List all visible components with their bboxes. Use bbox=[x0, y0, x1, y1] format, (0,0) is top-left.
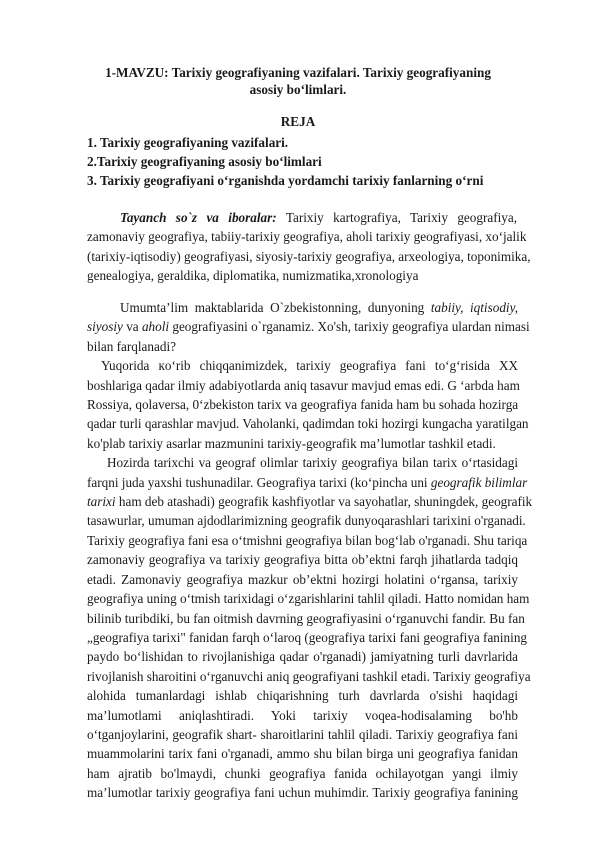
document-title bbox=[60, 64, 536, 98]
plan-item-1: 1. Tarixiy geografiyaning vazifalari. bbox=[87, 135, 289, 150]
p1-line-1: Umumta’lim maktablarida O`zbekistonning, dunyoning tabiiy, iqtisodiy, bbox=[120, 300, 519, 315]
p2-line-3: Rossiya, qolaversa, 0‘zbekiston tarix va geografiya fanida ham bu sohada hozirga bbox=[87, 397, 519, 413]
p3-line-7: etadi. Zamonaviy geografiya mazkur ob’ektni hozirgi holatini o‘rgansa, tarixiy bbox=[87, 571, 518, 587]
p3-line-10: „geografiya tarixi" fanidan farqh o‘laroq (geografiya tarixi fani geografiya fanining bbox=[87, 629, 528, 645]
plan-heading: REJA bbox=[280, 114, 316, 129]
plan-item-3: 3. Tarixiy geografiyani o‘rganishda yordamchi tarixiy fanlarning o‘rni bbox=[87, 173, 484, 188]
p2-line-1: Yuqorida кo‘rib chiqqanimizdek, tarixiy geografiya fani to‘g‘risida XX bbox=[101, 358, 518, 374]
keywords-label: Tayanch so`z va iboralar: bbox=[120, 210, 277, 225]
p2-line-2: boshlariga qadar ilmiy adabiyotlarda aniq tasavur mavjud emas edi. G ‘arbda ham bbox=[87, 377, 520, 393]
keywords-paragraph bbox=[87, 208, 531, 286]
p3-line-2: farqni juda yaxshi tushunadilar. Geografiya tarixi (ko‘pincha uni geografik bilimlar bbox=[87, 474, 528, 490]
p3-line-18: ma’lumotlar tarixiy geografiya fani uchun muhimdir. Tarixiy geografiya fanining bbox=[87, 785, 518, 801]
p3-line-4: tasawurlar, umuman ajdodlarimizning geografik dunyoqarashlari tarixini o'rganadi. bbox=[87, 513, 526, 529]
title-line-2: asosiy bo‘limlari. bbox=[249, 82, 347, 97]
body-text bbox=[87, 298, 533, 803]
keywords-line-3: (tarixiy-iqtisodiy) geografiyasi, siyosiy-tarixiy geografiya, arxeologiya, toponimika, bbox=[87, 248, 531, 264]
p3-line-16: muammolarini tarix fani o'rganadi, ammo shu bilan birga uni geografiya fanidan bbox=[87, 746, 518, 762]
keywords-line-4: genealogiya, geraldika, diplomatika, numizmatika,xronologiya bbox=[87, 268, 419, 284]
keywords-line-2: zamonaviy geografiya, tabiiy-tarixiy geografiya, aholi tarixiy geografiyasi, xo‘jalik bbox=[87, 229, 527, 245]
plan-item-2: 2.Tarixiy geografiyaning asosiy bo‘limlari bbox=[87, 154, 322, 169]
p3-line-8: geografiya uning o‘tmish tarixidagi o‘zgarishlarini tahlil qiladi. Hatto nomidan ham bbox=[87, 591, 530, 607]
p2-line-5: ko'plab tarixiy asarlar mazmunini tarixiy-geografik ma’lumotlar tashkil etadi. bbox=[87, 435, 496, 451]
p3-line-9: bilinib turibdiki, bu fan oitmish davrning geografiyasini o‘rganuvchi fandir. Bu fan bbox=[87, 610, 525, 626]
p3-line-6: zamonaviy geografiya va tarixiy geografiya bitta ob’ektni farqh jihatlarda tadqiq bbox=[87, 552, 518, 568]
p3-line-15: o‘tganjoylarini, geografik shart- sharoitlarini tahlil qiladi. Tarixiy geografiya fani bbox=[87, 726, 518, 742]
p2-line-4: qadar turli qarashlar mavjud. Vaholanki, qadimdan toki hozirgi kungacha yaratilgan bbox=[87, 416, 529, 432]
title-line-1: 1-MAVZU: Tarixiy geografiyaning vazifalari. Tarixiy geografiyaning bbox=[105, 65, 491, 80]
p3-line-12: rivojlanish sharoitini o‘rganuvchi aniq geografiyani tashkil etadi. Tarixiy geografiya bbox=[87, 668, 531, 684]
p1-line-3: bilan farqlanadi? bbox=[87, 338, 176, 354]
p3-line-17: ham ajratib bo'lmaydi, chunki geografiya fanida ochilayotgan yangi ilmiy bbox=[87, 765, 518, 781]
p1-line-2: siyosiy va aholi geografiyasini o`rganamiz. Xo'sh, tarixiy geografiya ulardan nimasi bbox=[87, 319, 530, 335]
p3-line-1: Hozirda tarixchi va geograf olimlar tarixiy geografiya bilan tarix o‘rtasidagi bbox=[107, 455, 518, 471]
keywords-line-1: Tayanch so`z va iboralar: Tarixiy kartografiya, Tarixiy geografiya, bbox=[120, 210, 517, 225]
p3-line-14: ma’lumotlami aniqlashtiradi. Yoki tarixiy voqea-hodisalaming bo'hb bbox=[87, 707, 518, 723]
p3-line-5: Tarixiy geografiya fani esa o‘tmishni geografiya bilan bog‘lab o'rganadi. Shu tariqa bbox=[87, 532, 528, 548]
plan-list bbox=[87, 133, 483, 190]
p3-line-3: tarixi ham deb atashadi) geografik kashfiyotlar va sayohatlar, shuningdek, geografik bbox=[87, 494, 533, 510]
p3-line-13: alohida tumanlardagi ishlab chiqarishning turh davrlarda o'sishi haqidagi bbox=[87, 688, 518, 704]
p3-line-11: paydo bo‘lishidan to rivojlanishiga qadar o'rganadi) jamiyatning turli davrlarida bbox=[87, 649, 518, 665]
